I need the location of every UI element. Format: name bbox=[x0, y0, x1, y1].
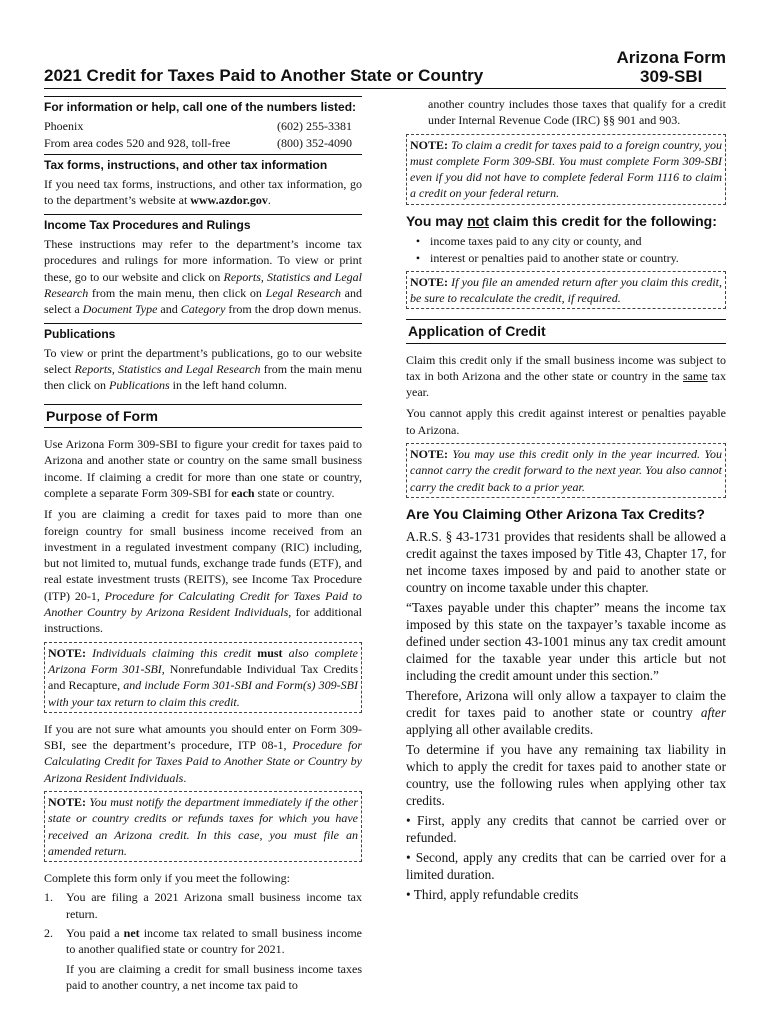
purpose-heading: Purpose of Form bbox=[44, 404, 362, 428]
purpose-text: state or country. bbox=[254, 485, 335, 500]
requirements-list bbox=[44, 889, 362, 957]
page-header bbox=[44, 46, 726, 90]
publications-heading: Publications bbox=[44, 323, 362, 342]
list-text: income taxes paid to any city or county, and bbox=[430, 234, 642, 249]
note-label: NOTE: bbox=[48, 645, 87, 660]
left-column bbox=[44, 96, 362, 998]
pubs-menu-ref: Reports, Statistics and Legal Research bbox=[74, 362, 261, 377]
purpose-paragraph-2 bbox=[44, 506, 362, 636]
help-heading: For information or help, call one of the numbers listed: bbox=[44, 96, 362, 115]
pubs-text: To view or print the department’s publications, go to our website select bbox=[44, 345, 362, 377]
unsure-text: . bbox=[183, 770, 187, 785]
rulings-heading: Income Tax Procedures and Rulings bbox=[44, 214, 362, 233]
list-item bbox=[44, 925, 362, 958]
publications-paragraph bbox=[44, 345, 362, 394]
rule-item: • Second, apply any credits that can be carried over for a limited duration. bbox=[406, 850, 726, 883]
note-box bbox=[44, 642, 362, 713]
pubs-text: in the left hand column. bbox=[169, 378, 287, 393]
right-column bbox=[406, 96, 726, 906]
rulings-text: from the main menu, then click on bbox=[88, 285, 266, 300]
may-not-heading bbox=[406, 213, 726, 229]
complete-intro: Complete this form only if you meet the following: bbox=[44, 871, 290, 886]
purpose-text: If you are claiming a credit for taxes paid to more than one foreign country for small business income received from an investment in a regulated investment company (RIC) including, but not limited to, mutual funds, exchange trade funds (ETF), and real estate investment trusts (REITS), see Income Tax Procedure (ITP) 20-1, bbox=[44, 507, 362, 603]
note-emphasis: must bbox=[257, 645, 283, 660]
app-underline: same bbox=[682, 368, 708, 383]
application-paragraph-1 bbox=[406, 352, 726, 401]
unsure-paragraph bbox=[44, 721, 362, 786]
phone-label: From area codes 520 and 928, toll-free bbox=[44, 135, 231, 150]
list-text: interest or penalties paid to another state or country. bbox=[430, 251, 679, 266]
therefore-text: Therefore, Arizona will only allow a taxpayer to claim the credit for taxes paid to another state or country bbox=[406, 688, 726, 721]
note-label: NOTE: bbox=[410, 274, 449, 289]
rulings-menu-ref: Category bbox=[180, 302, 226, 317]
rulings-text: from the drop down menus. bbox=[225, 302, 362, 317]
rulings-paragraph bbox=[44, 236, 362, 317]
note-text: also complete Arizona Form 301-SBI, bbox=[48, 645, 358, 676]
list-number: 2. bbox=[44, 926, 53, 941]
quote-paragraph: “Taxes payable under this chapter” means the income tax imposed by this state on the taxpayer’s taxable income as defined under section 43-1001 minus any tax credit amount claimed for the taxable year under this article but not including the credit amount under this section.” bbox=[406, 600, 726, 684]
other-credits-heading: Are You Claiming Other Arizona Tax Credits? bbox=[406, 505, 705, 522]
phone-row bbox=[44, 135, 362, 151]
rulings-menu-ref: Document Type bbox=[82, 302, 158, 317]
phone-number: (800) 352-4090 bbox=[277, 135, 352, 150]
other-credits-body bbox=[406, 528, 726, 903]
note-text: Individuals claiming this credit bbox=[86, 645, 258, 660]
phone-label: Phoenix bbox=[44, 119, 84, 134]
list-item bbox=[44, 889, 362, 922]
app-text: Claim this credit only if the small business income was subject to tax in both Arizona and the other state or country in the bbox=[406, 352, 726, 383]
website-link[interactable]: www.azdor.gov bbox=[190, 193, 268, 208]
phone-number: (602) 255-3381 bbox=[277, 119, 352, 134]
application-paragraph-2: You cannot apply this credit against interest or penalties payable to Arizona. bbox=[406, 406, 726, 437]
rule-item: • First, apply any credits that cannot be carried over or refunded. bbox=[406, 813, 726, 846]
pubs-menu-ref: Publications bbox=[108, 378, 170, 393]
rulings-text: and select a bbox=[44, 285, 363, 317]
unsure-reference: Procedure for Calculating Credit for Taxes Paid to Another State or Country by Arizona Resident Individuals bbox=[44, 738, 362, 785]
ars-paragraph: A.R.S. § 43-1731 provides that residents shall be allowed a credit against the taxes imposed by Title 43, Chapter 17, for net income taxes imposed by and paid to another state or country on income taxable under this chapter. bbox=[406, 529, 726, 596]
phone-row bbox=[44, 118, 362, 134]
forms-heading: Tax forms, instructions, and other tax information bbox=[44, 154, 362, 173]
note-text: To claim a credit for taxes paid to a foreign country, you must complete Form 309-SBI. You must complete Form 309-SBI even if you did not have to complete federal Form 1116 to claim a credit on your federal return. bbox=[410, 137, 722, 201]
list-item bbox=[406, 250, 726, 266]
note-text: You must notify the department immediately if the other state or country credits or refunds taxes for which you have received an Arizona credit. In this case, you must file an amended return. bbox=[48, 794, 358, 858]
determine-paragraph: To determine if you have any remaining tax liability in which to apply the credit for taxes paid to another state or country, use the following rules when applying other tax credits. bbox=[406, 742, 726, 809]
continued-paragraph: another country includes those taxes that qualify for a credit under Internal Revenue Code (IRC) §§ 901 and 903. bbox=[428, 97, 726, 128]
purpose-emphasis: each bbox=[231, 485, 255, 500]
list-text-part: You are filing a 2021 Arizona small business income tax return. bbox=[66, 890, 362, 921]
list-emphasis: net bbox=[123, 926, 140, 941]
document-title: 2021 Credit for Taxes Paid to Another State or Country bbox=[44, 66, 484, 85]
heading-underline: not bbox=[467, 212, 489, 229]
unsure-text: If you are not sure what amounts you should enter on Form 309-SBI, see the department’s procedure, ITP 08-1, bbox=[44, 721, 362, 753]
bullet-icon: • bbox=[415, 234, 421, 249]
list-text-part: You paid a bbox=[66, 926, 124, 941]
list-text bbox=[66, 925, 362, 958]
note-form-name: Nonrefundable Individual Tax Credits and Recapture, bbox=[48, 661, 358, 693]
purpose-text: , for additional instructions. bbox=[44, 605, 363, 636]
heading-part: You may bbox=[406, 212, 468, 229]
rulings-text: and bbox=[157, 302, 181, 317]
note-text: and include Form 301-SBI and Form(s) 309-SBI with your tax return to claim this credit. bbox=[48, 678, 358, 709]
note-label: NOTE: bbox=[410, 137, 449, 152]
forms-paragraph bbox=[44, 176, 362, 209]
forms-text: If you need tax forms, instructions, and other tax information, go to the department’s website at bbox=[44, 177, 362, 208]
rulings-text: These instructions may refer to the department’s income tax procedures and rulings for more information. To view or print these, go to our website and click on bbox=[44, 237, 362, 284]
tail-paragraph: If you are claiming a credit for small business income taxes paid to another country, a net income tax paid to bbox=[66, 961, 362, 992]
rule-item: • Third, apply refundable credits bbox=[406, 887, 579, 903]
rulings-menu-ref: Reports, Statistics and Legal Research bbox=[44, 269, 362, 300]
app-text: tax year. bbox=[406, 368, 726, 400]
purpose-reference: Procedure for Calculating Credit for Taxes Paid to Another Country by Arizona Resident Individuals bbox=[44, 588, 362, 620]
note-box bbox=[406, 134, 726, 205]
therefore-paragraph bbox=[406, 687, 726, 738]
heading-part: claim this credit for the following: bbox=[488, 212, 717, 229]
forms-text-end: . bbox=[267, 193, 271, 208]
bullet-icon: • bbox=[415, 251, 421, 266]
note-text: If you file an amended return after you claim this credit, be sure to recalculate the credit, if required. bbox=[410, 274, 722, 305]
application-heading: Application of Credit bbox=[406, 319, 726, 343]
note-box bbox=[44, 791, 362, 862]
rulings-menu-ref: Legal Research bbox=[265, 285, 341, 300]
note-label: NOTE: bbox=[410, 447, 449, 462]
note-text: You may use this credit only in the year incurred. You cannot carry the credit forward to the next year. You also cannot carry the credit back to a prior year. bbox=[410, 447, 722, 494]
form-number-line2: 309-SBI bbox=[640, 67, 703, 86]
pubs-text: from the main menu then click on bbox=[44, 362, 362, 393]
note-box bbox=[406, 271, 726, 310]
therefore-text: applying all other available credits. bbox=[406, 722, 594, 738]
form-number-line1: Arizona Form bbox=[616, 48, 726, 67]
list-text bbox=[66, 889, 362, 922]
header-rule bbox=[44, 88, 726, 89]
list-text-part: income tax related to small business income to another qualified state or country for 2021. bbox=[66, 926, 363, 957]
list-number: 1. bbox=[44, 890, 53, 905]
form-number bbox=[616, 48, 726, 86]
therefore-emphasis: after bbox=[700, 705, 726, 721]
note-box bbox=[406, 443, 726, 498]
purpose-paragraph-1 bbox=[44, 436, 362, 501]
phone-list bbox=[44, 118, 362, 151]
note-label: NOTE: bbox=[48, 794, 87, 809]
list-item bbox=[406, 233, 726, 249]
purpose-text: Use Arizona Form 309-SBI to figure your credit for taxes paid to Arizona and another state or country on the same small business income. If claiming a credit for more than one state or country, complete a separate Form 309-SBI for bbox=[44, 437, 362, 500]
may-not-list bbox=[406, 233, 726, 267]
